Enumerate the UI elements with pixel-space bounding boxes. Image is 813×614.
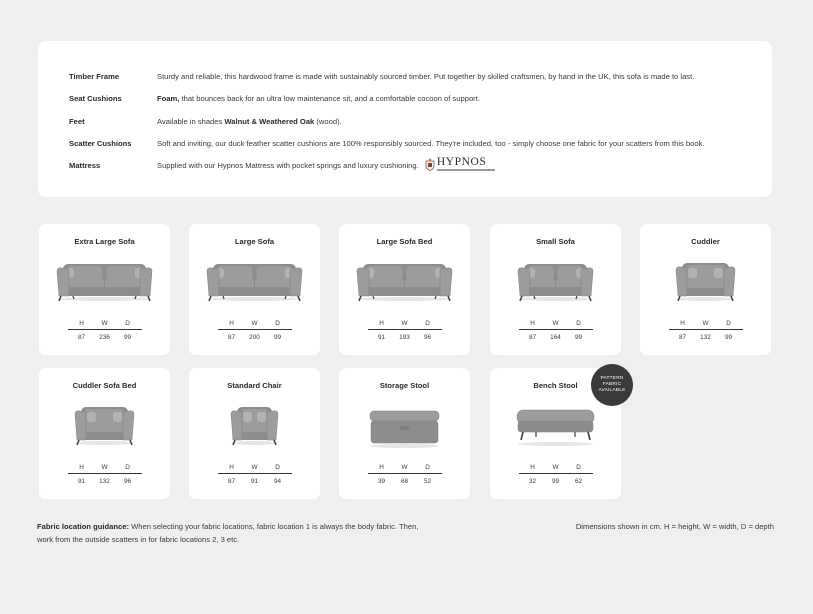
dim-header-h: H bbox=[379, 320, 384, 327]
badge-line: FABRIC bbox=[602, 382, 622, 387]
dimensions-rule bbox=[218, 329, 292, 330]
dim-height: 32 bbox=[528, 478, 537, 485]
product-image bbox=[339, 402, 470, 452]
product-image bbox=[339, 258, 470, 308]
product-name: Cuddler Sofa Bed bbox=[72, 381, 137, 390]
guidance-text: work from the outside scatters in for fabric locations 2, 3 etc. bbox=[37, 535, 240, 544]
dim-depth: 62 bbox=[574, 478, 583, 485]
dim-header-d: D bbox=[576, 320, 581, 327]
badge-line: AVAILABLE bbox=[598, 388, 626, 393]
product-name: Extra Large Sofa bbox=[74, 237, 135, 246]
dimensions-header bbox=[68, 463, 142, 472]
dim-depth: 96 bbox=[423, 334, 432, 341]
dimensions-rule bbox=[669, 329, 743, 330]
dimensions-rule bbox=[68, 329, 142, 330]
product-card bbox=[339, 224, 470, 355]
spec-description bbox=[157, 156, 495, 173]
pattern-fabric-badge bbox=[591, 364, 633, 406]
product-card bbox=[490, 224, 621, 355]
spec-label: Scatter Cushions bbox=[69, 139, 132, 148]
hypnos-logo bbox=[425, 157, 495, 171]
product-name: Large Sofa bbox=[234, 237, 275, 246]
product-name: Small Sofa bbox=[536, 237, 575, 246]
dim-height: 87 bbox=[77, 334, 86, 341]
dim-width: 200 bbox=[249, 334, 260, 341]
dim-header-w: W bbox=[401, 464, 408, 471]
product-card bbox=[189, 368, 320, 499]
dim-width: 132 bbox=[99, 478, 110, 485]
dim-header-d: D bbox=[275, 320, 280, 327]
dim-width: 164 bbox=[550, 334, 561, 341]
dim-height: 39 bbox=[377, 478, 386, 485]
product-image-svg bbox=[640, 258, 771, 308]
dimensions-table bbox=[368, 463, 442, 486]
dim-header-h: H bbox=[79, 464, 84, 471]
spec-text: Supplied with our Hypnos Mattress with pocket springs and luxury cushioning. bbox=[157, 161, 419, 170]
dimensions-values bbox=[368, 333, 442, 342]
dim-header-w: W bbox=[401, 320, 408, 327]
dimensions-values bbox=[218, 477, 292, 486]
dim-header-w: W bbox=[552, 320, 559, 327]
dimensions-header bbox=[368, 319, 442, 328]
dim-width: 193 bbox=[399, 334, 410, 341]
dim-height: 91 bbox=[77, 478, 86, 485]
product-name: Storage Stool bbox=[379, 381, 430, 390]
product-card bbox=[39, 224, 170, 355]
dimensions-table bbox=[669, 319, 743, 342]
dim-header-h: H bbox=[229, 320, 234, 327]
dim-header-w: W bbox=[251, 320, 258, 327]
spec-description bbox=[157, 92, 480, 106]
spec-text: (wood). bbox=[314, 117, 342, 126]
product-image bbox=[39, 258, 170, 308]
dim-header-w: W bbox=[101, 464, 108, 471]
dim-height: 87 bbox=[227, 334, 236, 341]
spec-label: Timber Frame bbox=[69, 72, 120, 81]
spec-emphasis: Walnut & Weathered Oak bbox=[224, 117, 315, 126]
guidance-text: When selecting your fabric locations, fabric location 1 is always the body fabric. Then, bbox=[128, 522, 419, 531]
dim-height: 91 bbox=[377, 334, 386, 341]
dimensions-table bbox=[368, 319, 442, 342]
dimensions-table bbox=[519, 319, 593, 342]
dim-height: 87 bbox=[678, 334, 687, 341]
dim-header-d: D bbox=[425, 320, 430, 327]
dim-header-h: H bbox=[530, 464, 535, 471]
dim-width: 132 bbox=[700, 334, 711, 341]
dimensions-note: Dimensions shown in cm. H = height, W = width, D = depth bbox=[575, 522, 774, 531]
hypnos-crest-icon bbox=[425, 158, 435, 171]
dim-header-h: H bbox=[530, 320, 535, 327]
dim-header-w: W bbox=[552, 464, 559, 471]
spec-row-feet bbox=[69, 115, 759, 129]
spec-description bbox=[157, 115, 342, 129]
dim-header-w: W bbox=[251, 464, 258, 471]
product-card bbox=[39, 368, 170, 499]
product-image-svg bbox=[339, 402, 470, 452]
dim-width: 91 bbox=[250, 478, 259, 485]
spec-description: Soft and inviting, our duck feather scatter cushions are 100% responsibly sourced. They're included, too - simply choose one fabric for your scatters from this book. bbox=[157, 139, 705, 148]
product-image bbox=[189, 258, 320, 308]
product-card bbox=[339, 368, 470, 499]
product-name: Standard Chair bbox=[227, 381, 282, 390]
spec-row-mattress bbox=[69, 156, 759, 173]
dimensions-table bbox=[218, 463, 292, 486]
dimensions-table bbox=[68, 319, 142, 342]
spec-label: Seat Cushions bbox=[69, 94, 122, 103]
dim-depth: 99 bbox=[273, 334, 282, 341]
dimensions-rule bbox=[519, 329, 593, 330]
hypnos-wordmark-text: HYPNOS bbox=[436, 156, 487, 169]
product-card bbox=[189, 224, 320, 355]
dimensions-header bbox=[68, 319, 142, 328]
product-image-svg bbox=[189, 258, 320, 308]
dim-header-d: D bbox=[125, 464, 130, 471]
dim-header-d: D bbox=[726, 320, 731, 327]
product-card bbox=[640, 224, 771, 355]
dim-header-d: D bbox=[125, 320, 130, 327]
product-image bbox=[39, 402, 170, 452]
dim-width: 99 bbox=[551, 478, 560, 485]
spec-emphasis: Foam, bbox=[157, 94, 180, 103]
dim-header-d: D bbox=[425, 464, 430, 471]
dimensions-header bbox=[368, 463, 442, 472]
product-name: Large Sofa Bed bbox=[376, 237, 433, 246]
product-image-svg bbox=[189, 402, 320, 452]
dim-width: 236 bbox=[99, 334, 110, 341]
dimensions-header bbox=[519, 319, 593, 328]
product-name: Bench Stool bbox=[533, 381, 578, 390]
dim-depth: 99 bbox=[123, 334, 132, 341]
dimensions-values bbox=[368, 477, 442, 486]
product-image-svg bbox=[39, 402, 170, 452]
dim-width: 68 bbox=[400, 478, 409, 485]
spec-text: that bounces back for an ultra low maintenance sit, and a comfortable cocoon of support. bbox=[179, 94, 480, 103]
product-image bbox=[490, 402, 621, 452]
dim-header-h: H bbox=[79, 320, 84, 327]
dim-header-w: W bbox=[101, 320, 108, 327]
dim-depth: 94 bbox=[273, 478, 282, 485]
dimensions-rule bbox=[68, 473, 142, 474]
dimensions-header bbox=[519, 463, 593, 472]
dimensions-table bbox=[218, 319, 292, 342]
dimensions-rule bbox=[218, 473, 292, 474]
dim-depth: 99 bbox=[574, 334, 583, 341]
spec-card bbox=[38, 41, 772, 197]
dim-depth: 52 bbox=[423, 478, 432, 485]
product-image-svg bbox=[490, 402, 621, 452]
product-image bbox=[189, 402, 320, 452]
dimensions-header bbox=[218, 463, 292, 472]
dimensions-header bbox=[669, 319, 743, 328]
product-image-svg bbox=[339, 258, 470, 308]
fabric-guidance-note bbox=[37, 520, 487, 546]
dimensions-header bbox=[218, 319, 292, 328]
dim-height: 87 bbox=[227, 478, 236, 485]
product-name: Cuddler bbox=[691, 237, 720, 246]
spec-text: Available in shades bbox=[157, 117, 225, 126]
spec-row-timber-frame bbox=[69, 70, 759, 84]
product-image bbox=[490, 258, 621, 308]
dimensions-values bbox=[519, 477, 593, 486]
spec-description: Sturdy and reliable, this hardwood frame is made with sustainably sourced timber. Put together by skilled craftsmen, by hand in the UK, this sofa is made to last. bbox=[157, 72, 695, 81]
badge-line: PATTERN bbox=[600, 376, 624, 381]
dimensions-values bbox=[68, 333, 142, 342]
badge-text bbox=[599, 376, 626, 394]
dim-header-w: W bbox=[702, 320, 709, 327]
spec-label: Feet bbox=[69, 117, 85, 126]
dimensions-rule bbox=[519, 473, 593, 474]
dimensions-table bbox=[68, 463, 142, 486]
spec-row-seat-cushions bbox=[69, 92, 759, 106]
spec-row-scatter-cushions bbox=[69, 137, 759, 151]
dimensions-values bbox=[68, 477, 142, 486]
dim-depth: 96 bbox=[123, 478, 132, 485]
product-image-svg bbox=[490, 258, 621, 308]
dim-header-d: D bbox=[576, 464, 581, 471]
dim-height: 87 bbox=[528, 334, 537, 341]
spec-label: Mattress bbox=[69, 161, 101, 170]
product-image-svg bbox=[39, 258, 170, 308]
guidance-label: Fabric location guidance: bbox=[37, 522, 129, 531]
dimensions-rule bbox=[368, 329, 442, 330]
dimensions-values bbox=[218, 333, 292, 342]
dim-depth: 99 bbox=[724, 334, 733, 341]
dim-header-d: D bbox=[275, 464, 280, 471]
dim-header-h: H bbox=[229, 464, 234, 471]
product-image bbox=[640, 258, 771, 308]
dimensions-values bbox=[519, 333, 593, 342]
dimensions-rule bbox=[368, 473, 442, 474]
hypnos-wordmark-rule bbox=[437, 169, 495, 171]
dim-header-h: H bbox=[379, 464, 384, 471]
dimensions-values bbox=[669, 333, 743, 342]
dim-header-h: H bbox=[680, 320, 685, 327]
hypnos-wordmark bbox=[437, 157, 495, 171]
dimensions-table bbox=[519, 463, 593, 486]
